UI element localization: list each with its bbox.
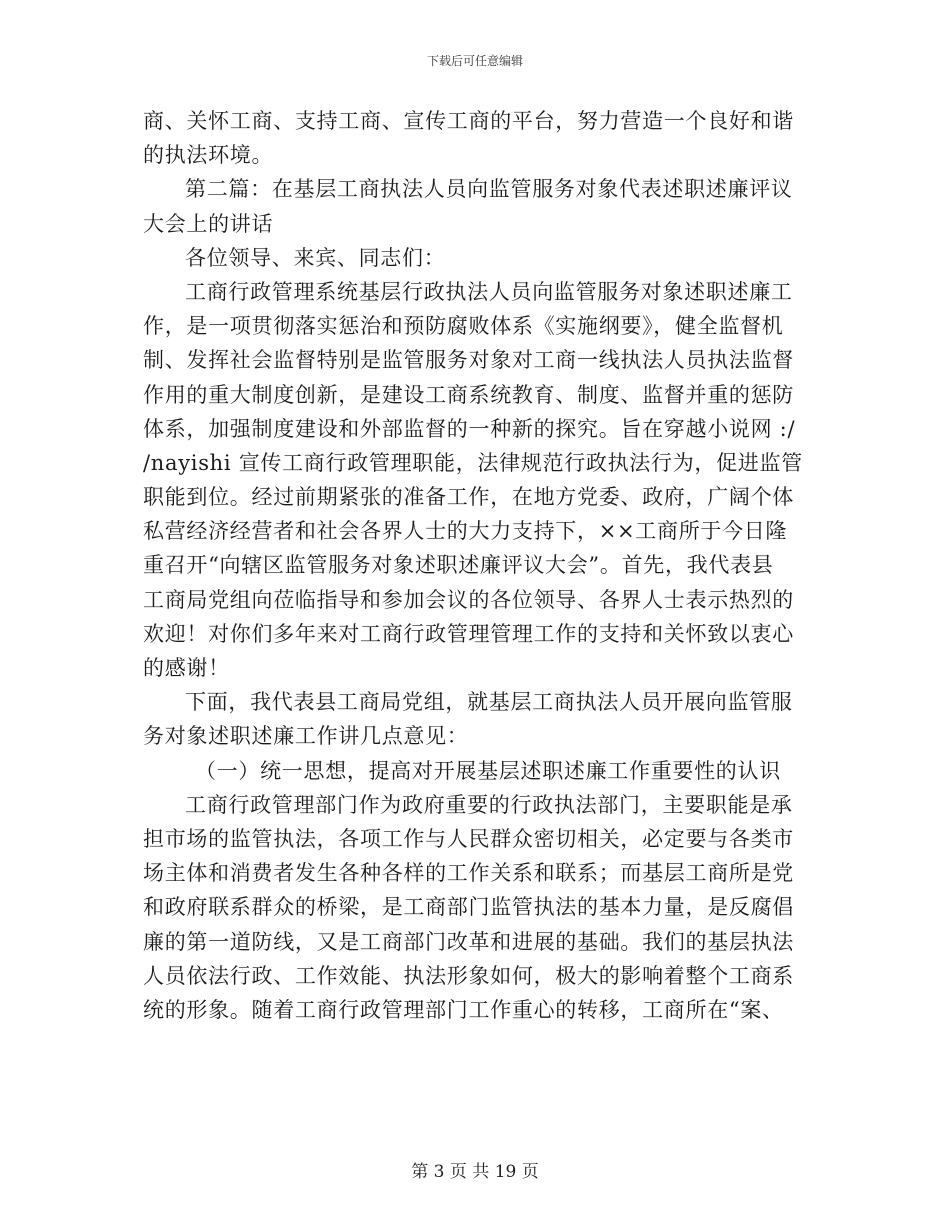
text-line: 的执法环境。 <box>143 143 274 168</box>
text-line: 私营经济经营者和社会各界人士的大力支持下，××工商所于今日隆 <box>143 519 788 544</box>
text-line: 作用的重大制度创新，是建设工商系统教育、制度、监督并重的惩防 <box>143 382 794 407</box>
text-line: 场主体和消费者发生各种各样的工作关系和联系；而基层工商所是党 <box>143 861 794 886</box>
text-line: 工商行政管理系统基层行政执法人员向监管服务对象述职述廉工 <box>185 279 793 304</box>
text-line: 重召开“向辖区监管服务对象述职述廉评议大会”。首先，我代表县 <box>143 553 774 578</box>
text-line: 人员依法行政、工作效能、执法形象如何，极大的影响着整个工商系 <box>143 963 794 988</box>
text-line: 和政府联系群众的桥梁，是工商部门监管执法的基本力量，是反腐倡 <box>143 895 794 920</box>
text-line: 担市场的监管执法，各项工作与人民群众密切相关，必定要与各类市 <box>143 826 794 851</box>
salutation: 各位领导、来宾、同志们： <box>185 245 446 270</box>
text-line: 下面，我代表县工商局党组，就基层工商执法人员开展向监管服 <box>185 690 793 715</box>
section-title-line: 大会上的讲话 <box>143 211 274 236</box>
text-line: 制、发挥社会监督特别是监管服务对象对工商一线执法人员执法监督 <box>143 348 794 373</box>
text-line: 工商行政管理部门作为政府重要的行政执法部门，主要职能是承 <box>185 792 793 817</box>
text-line: 欢迎！对你们多年来对工商行政管理管理工作的支持和关怀致以衷心 <box>143 621 794 646</box>
text-line: 体系，加强制度建设和外部监督的一种新的探究。旨在穿越小说网 :/ <box>143 416 796 441</box>
text-line: 廉的第一道防线，又是工商部门改革和进展的基础。我们的基层执法 <box>143 929 794 954</box>
text-line: /nayishi 宣传工商行政管理职能，法律规范行政执法行为，促进监管 <box>143 450 803 475</box>
text-line: 职能到位。经过前期紧张的准备工作，在地方党委、政府，广阔个体 <box>143 485 794 510</box>
text-line: 统的形象。随着工商行政管理部门工作重心的转移，工商所在“案、 <box>143 997 784 1022</box>
text-line: 务对象述职述廉工作讲几点意见： <box>143 724 469 749</box>
page-footer: 第 3 页 共 19 页 <box>411 1162 539 1182</box>
page-header: 下载后可任意编辑 <box>426 54 523 68</box>
section-title-line: 第二篇：在基层工商执法人员向监管服务对象代表述职述廉评议 <box>185 177 793 202</box>
document-body <box>143 104 807 1027</box>
text-line: 的感谢！ <box>143 656 230 680</box>
text-line: 作，是一项贯彻落实惩治和预防腐败体系《实施纲要》，健全监督机 <box>143 314 784 339</box>
text-line: 商、关怀工商、支持工商、宣传工商的平台，努力营造一个良好和谐 <box>143 109 794 133</box>
text-line: 工商局党组向莅临指导和参加会议的各位领导、各界人士表示热烈的 <box>143 587 794 612</box>
subheading: （一）统一思想，提高对开展基层述职述廉工作重要性的认识 <box>195 758 781 783</box>
